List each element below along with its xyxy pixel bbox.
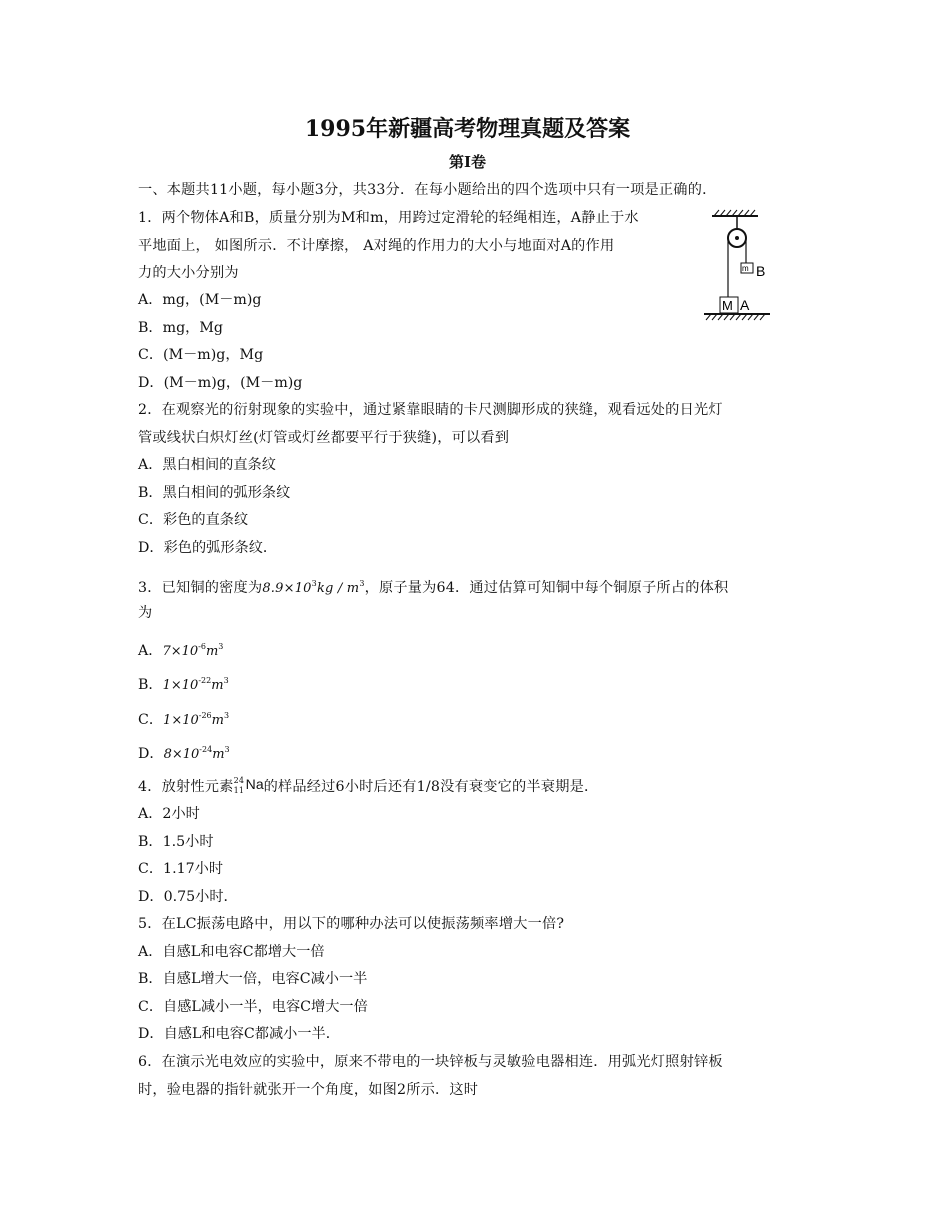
label-b: B [756,263,766,279]
q1-option-d: D．(M－m)g，(M－m)g [138,375,303,391]
q3-option-a: A．$7\times 10^{-6}m^3$ [138,642,224,659]
q2-option-d: D．彩色的弧形条纹． [138,540,278,556]
block-b-mass-label: m [742,264,749,273]
q4-text-line-1 [138,777,598,797]
q2-option-c: C．彩色的直条纹 [138,512,249,528]
q3-option-b: B．$1\times 10^{-22}m^3$ [138,676,229,693]
q1-option-a: A．mg，(M－m)g [138,292,262,308]
q1-option-c: C．(M－m)g，Mg [138,347,264,363]
q5-text-line-1: 5．在LC振荡电路中，用以下的哪种办法可以使振荡频率增大一倍? [138,916,565,932]
q3-suffix: ，原子量为64．通过估算可知铜中每个铜原子所占的体积 [364,580,729,596]
q2-text-line-1: 2．在观察光的衍射现象的实验中，通过紧靠眼睛的卡尺测脚形成的狭缝，观看远处的日光灯 [138,402,723,418]
q3-prefix: 3．已知铜的密度为 [138,580,263,596]
document-title: 1995年新疆高考物理真题及答案 [304,116,631,142]
q5-option-c: C．自感L减小一半，电容C增大一倍 [138,999,368,1015]
q6-text-line-2: 时，验电器的指针就张开一个角度，如图2所示．这时 [138,1082,479,1098]
q5-option-b: B．自感L增大一倍，电容C减小一半 [138,971,368,987]
q4-option-d: D．0.75小时． [138,889,238,905]
q1-text-line-2: 平地面上， 如图所示．不计摩擦， A对绳的作用力的大小与地面对A的作用 [138,238,615,254]
q4-option-a: A．2小时 [138,806,200,822]
q3-option-c: C．$1\times 10^{-26}m^3$ [138,711,230,728]
q2-text-line-2: 管或线状白炽灯丝(灯管或灯丝都要平行于狭缝)，可以看到 [138,430,510,446]
q3-text-line-1 [138,574,728,599]
q3-density-formula: $8.9\times 10^3kg / m^3$ [262,579,365,596]
q4-nuclide: 24 11 Na [233,776,264,795]
q2-option-a: A．黑白相间的直条纹 [138,457,276,473]
q1-text-line-3: 力的大小分别为 [138,265,239,281]
q3-text-line-2: 为 [138,605,153,621]
q4-option-b: B．1.5小时 [138,834,214,850]
q4-prefix: 4．放射性元素 [138,779,234,795]
label-a: A [740,297,750,313]
q2-option-b: B．黑白相间的弧形条纹 [138,485,291,501]
q4-option-c: C．1.17小时 [138,861,224,877]
q4-suffix: 的样品经过6小时后还有1/8没有衰变它的半衰期是． [263,779,599,795]
section-title: 第Ⅰ卷 [448,153,487,171]
q1-text-line-1: 1．两个物体A和B，质量分别为M和m，用跨过定滑轮的轻绳相连，A静止于水 [138,210,639,226]
q6-text-line-1: 6．在演示光电效应的实验中，原来不带电的一块锌板与灵敏验电器相连．用弧光灯照射锌板 [138,1054,723,1070]
q1-option-b: B．mg，Mg [138,320,223,336]
q5-option-a: A．自感L和电容C都增大一倍 [138,944,325,960]
q5-option-d: D．自感L和电容C都减小一半． [138,1026,340,1042]
section-instructions: 一、本题共11小题，每小题3分，共33分．在每小题给出的四个选项中只有一项是正确的． [138,182,717,198]
q1-pulley-figure [700,208,775,324]
q3-option-d: D．$8\times 10^{-24}m^3$ [138,745,230,762]
block-a-mass-label: M [722,298,733,313]
